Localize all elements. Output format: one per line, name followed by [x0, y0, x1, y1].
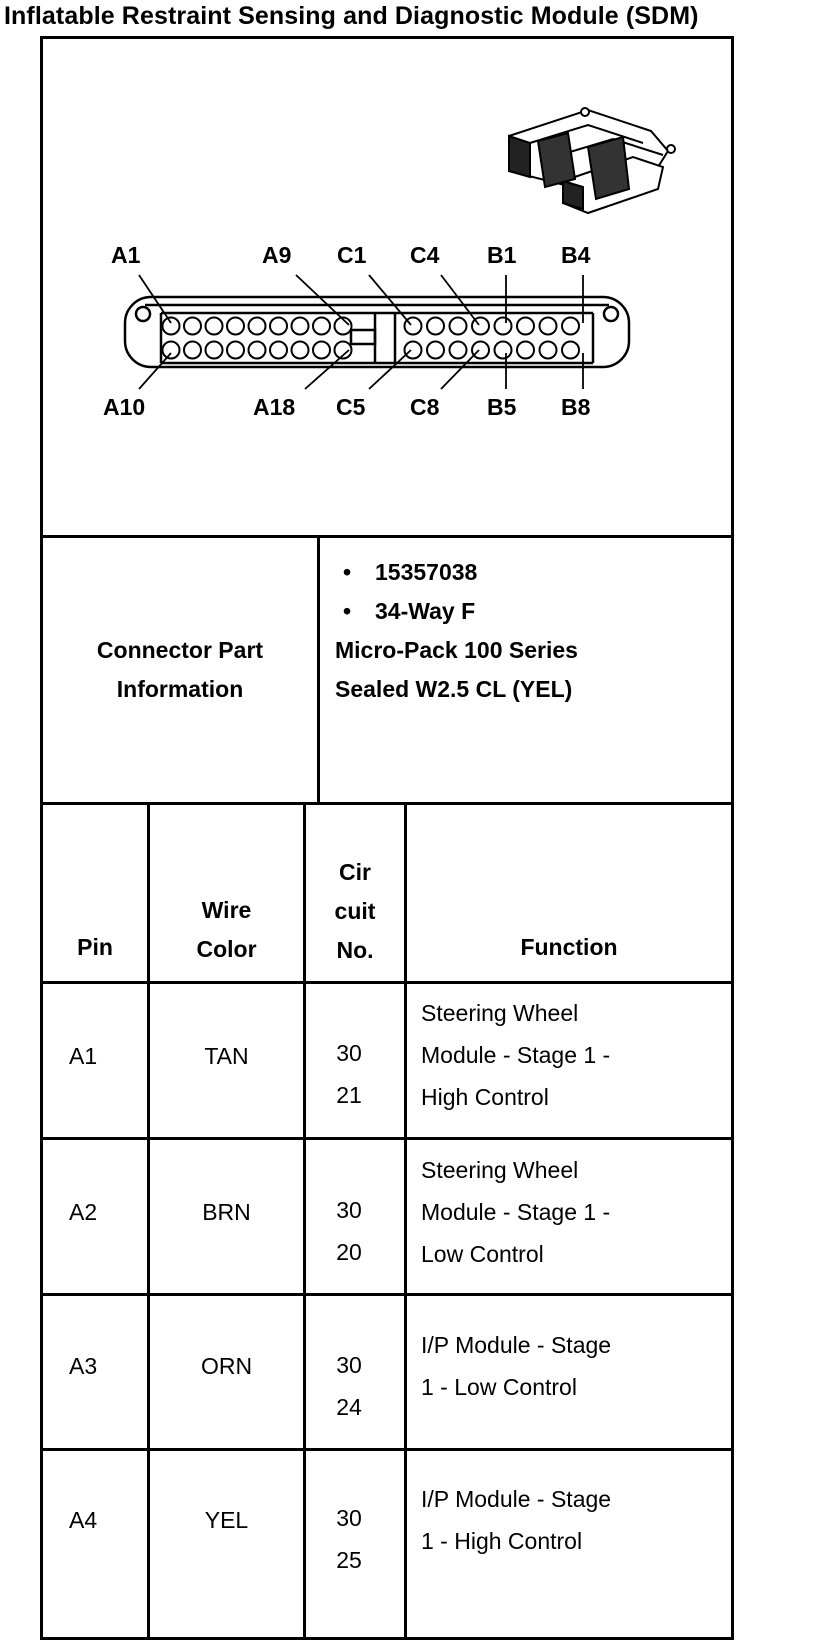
cell-pin: A3 — [69, 1353, 98, 1379]
cell-function: I/P Module - Stage 1 - Low Control — [421, 1332, 612, 1400]
connector-3d-illustration — [509, 108, 675, 213]
pin-label-c4: C4 — [410, 242, 440, 268]
connector-type: 34-Way F — [375, 598, 476, 624]
row-divider — [43, 1448, 731, 1451]
pin-hole — [163, 318, 180, 335]
part-number-row — [335, 553, 725, 592]
row-divider — [43, 1137, 731, 1140]
cell-wire-color: ORN — [200, 1353, 253, 1379]
cell-function: Steering Wheel Module - Stage 1 - Low Control — [421, 1157, 611, 1267]
pin-hole — [184, 342, 201, 359]
cell-circuit-no: 30 20 — [336, 1197, 362, 1265]
pin-hole — [517, 342, 534, 359]
header-function: Function — [520, 934, 618, 960]
pin-hole — [270, 342, 287, 359]
bullet-icon: • — [343, 559, 352, 585]
cell-function: I/P Module - Stage 1 - High Control — [421, 1486, 612, 1554]
pinout-table — [43, 805, 731, 1637]
pin-label-c5: C5 — [336, 394, 366, 420]
pin-hole — [562, 318, 579, 335]
cell-wire-color: BRN — [202, 1199, 251, 1225]
pin-label-c1: C1 — [337, 242, 367, 268]
pin-hole — [405, 342, 422, 359]
cell-wire-color: TAN — [204, 1043, 249, 1069]
pin-hole — [227, 342, 244, 359]
pin-hole — [450, 318, 467, 335]
connector-type-row — [335, 592, 725, 631]
pin-hole — [472, 342, 489, 359]
pin-leader-lines — [139, 275, 583, 389]
pin-hole — [292, 342, 309, 359]
pin-hole — [292, 318, 309, 335]
connector-diagram — [43, 39, 731, 535]
row-divider — [43, 1293, 731, 1296]
pin-hole — [427, 318, 444, 335]
cell-circuit-no: 30 21 — [336, 1040, 362, 1108]
pin-hole — [313, 342, 330, 359]
pin-hole — [495, 318, 512, 335]
connector-seal: Sealed W2.5 CL (YEL) — [335, 676, 573, 702]
connector-series: Micro-Pack 100 Series — [335, 637, 578, 663]
pin-hole — [227, 318, 244, 335]
pin-label-b4: B4 — [561, 242, 591, 268]
pin-holes — [163, 318, 580, 359]
cell-pin: A2 — [69, 1199, 98, 1225]
pin-hole — [270, 318, 287, 335]
pin-hole — [206, 342, 223, 359]
page-title: Inflatable Restraint Sensing and Diagnostic Module (SDM) — [4, 2, 699, 30]
header-wire-color: Wire Color — [196, 897, 257, 962]
pin-label-b1: B1 — [487, 242, 517, 268]
cell-function: Steering Wheel Module - Stage 1 - High Control — [421, 1000, 611, 1110]
pin-label-a10: A10 — [103, 394, 146, 420]
pin-hole — [450, 342, 467, 359]
pin-hole — [163, 342, 180, 359]
pin-label-b5: B5 — [487, 394, 517, 420]
pin-hole — [184, 318, 201, 335]
pin-hole — [427, 342, 444, 359]
connector-part-info-list — [335, 553, 725, 709]
pin-hole — [540, 318, 557, 335]
header-circuit-no: Cir cuit No. — [334, 859, 376, 963]
connector-part-info-label: Connector Part Information — [43, 538, 320, 802]
pin-hole — [249, 318, 266, 335]
cell-wire-color: YEL — [204, 1507, 249, 1533]
pin-hole — [540, 342, 557, 359]
pin-label-b8: B8 — [561, 394, 591, 420]
pin-label-a9: A9 — [262, 242, 292, 268]
connector-diagram-section — [43, 39, 731, 538]
cell-circuit-no: 30 24 — [336, 1352, 362, 1420]
leader-line — [139, 353, 171, 389]
cell-circuit-no: 30 25 — [336, 1505, 362, 1573]
pin-hole — [206, 318, 223, 335]
part-number: 15357038 — [375, 559, 478, 585]
pin-label-a1: A1 — [111, 242, 141, 268]
connector-part-info-section — [43, 538, 731, 805]
pin-hole — [249, 342, 266, 359]
pin-hole — [313, 318, 330, 335]
pin-hole — [495, 342, 512, 359]
pin-hole — [562, 342, 579, 359]
header-pin: Pin — [77, 934, 113, 960]
cell-pin: A1 — [69, 1043, 98, 1069]
cell-pin: A4 — [69, 1507, 98, 1533]
row-divider — [43, 981, 731, 984]
pin-hole — [517, 318, 534, 335]
pin-label-c8: C8 — [410, 394, 440, 420]
pin-label-a18: A18 — [253, 394, 296, 420]
bullet-icon: • — [343, 598, 352, 624]
connector-sheet — [40, 36, 734, 1640]
